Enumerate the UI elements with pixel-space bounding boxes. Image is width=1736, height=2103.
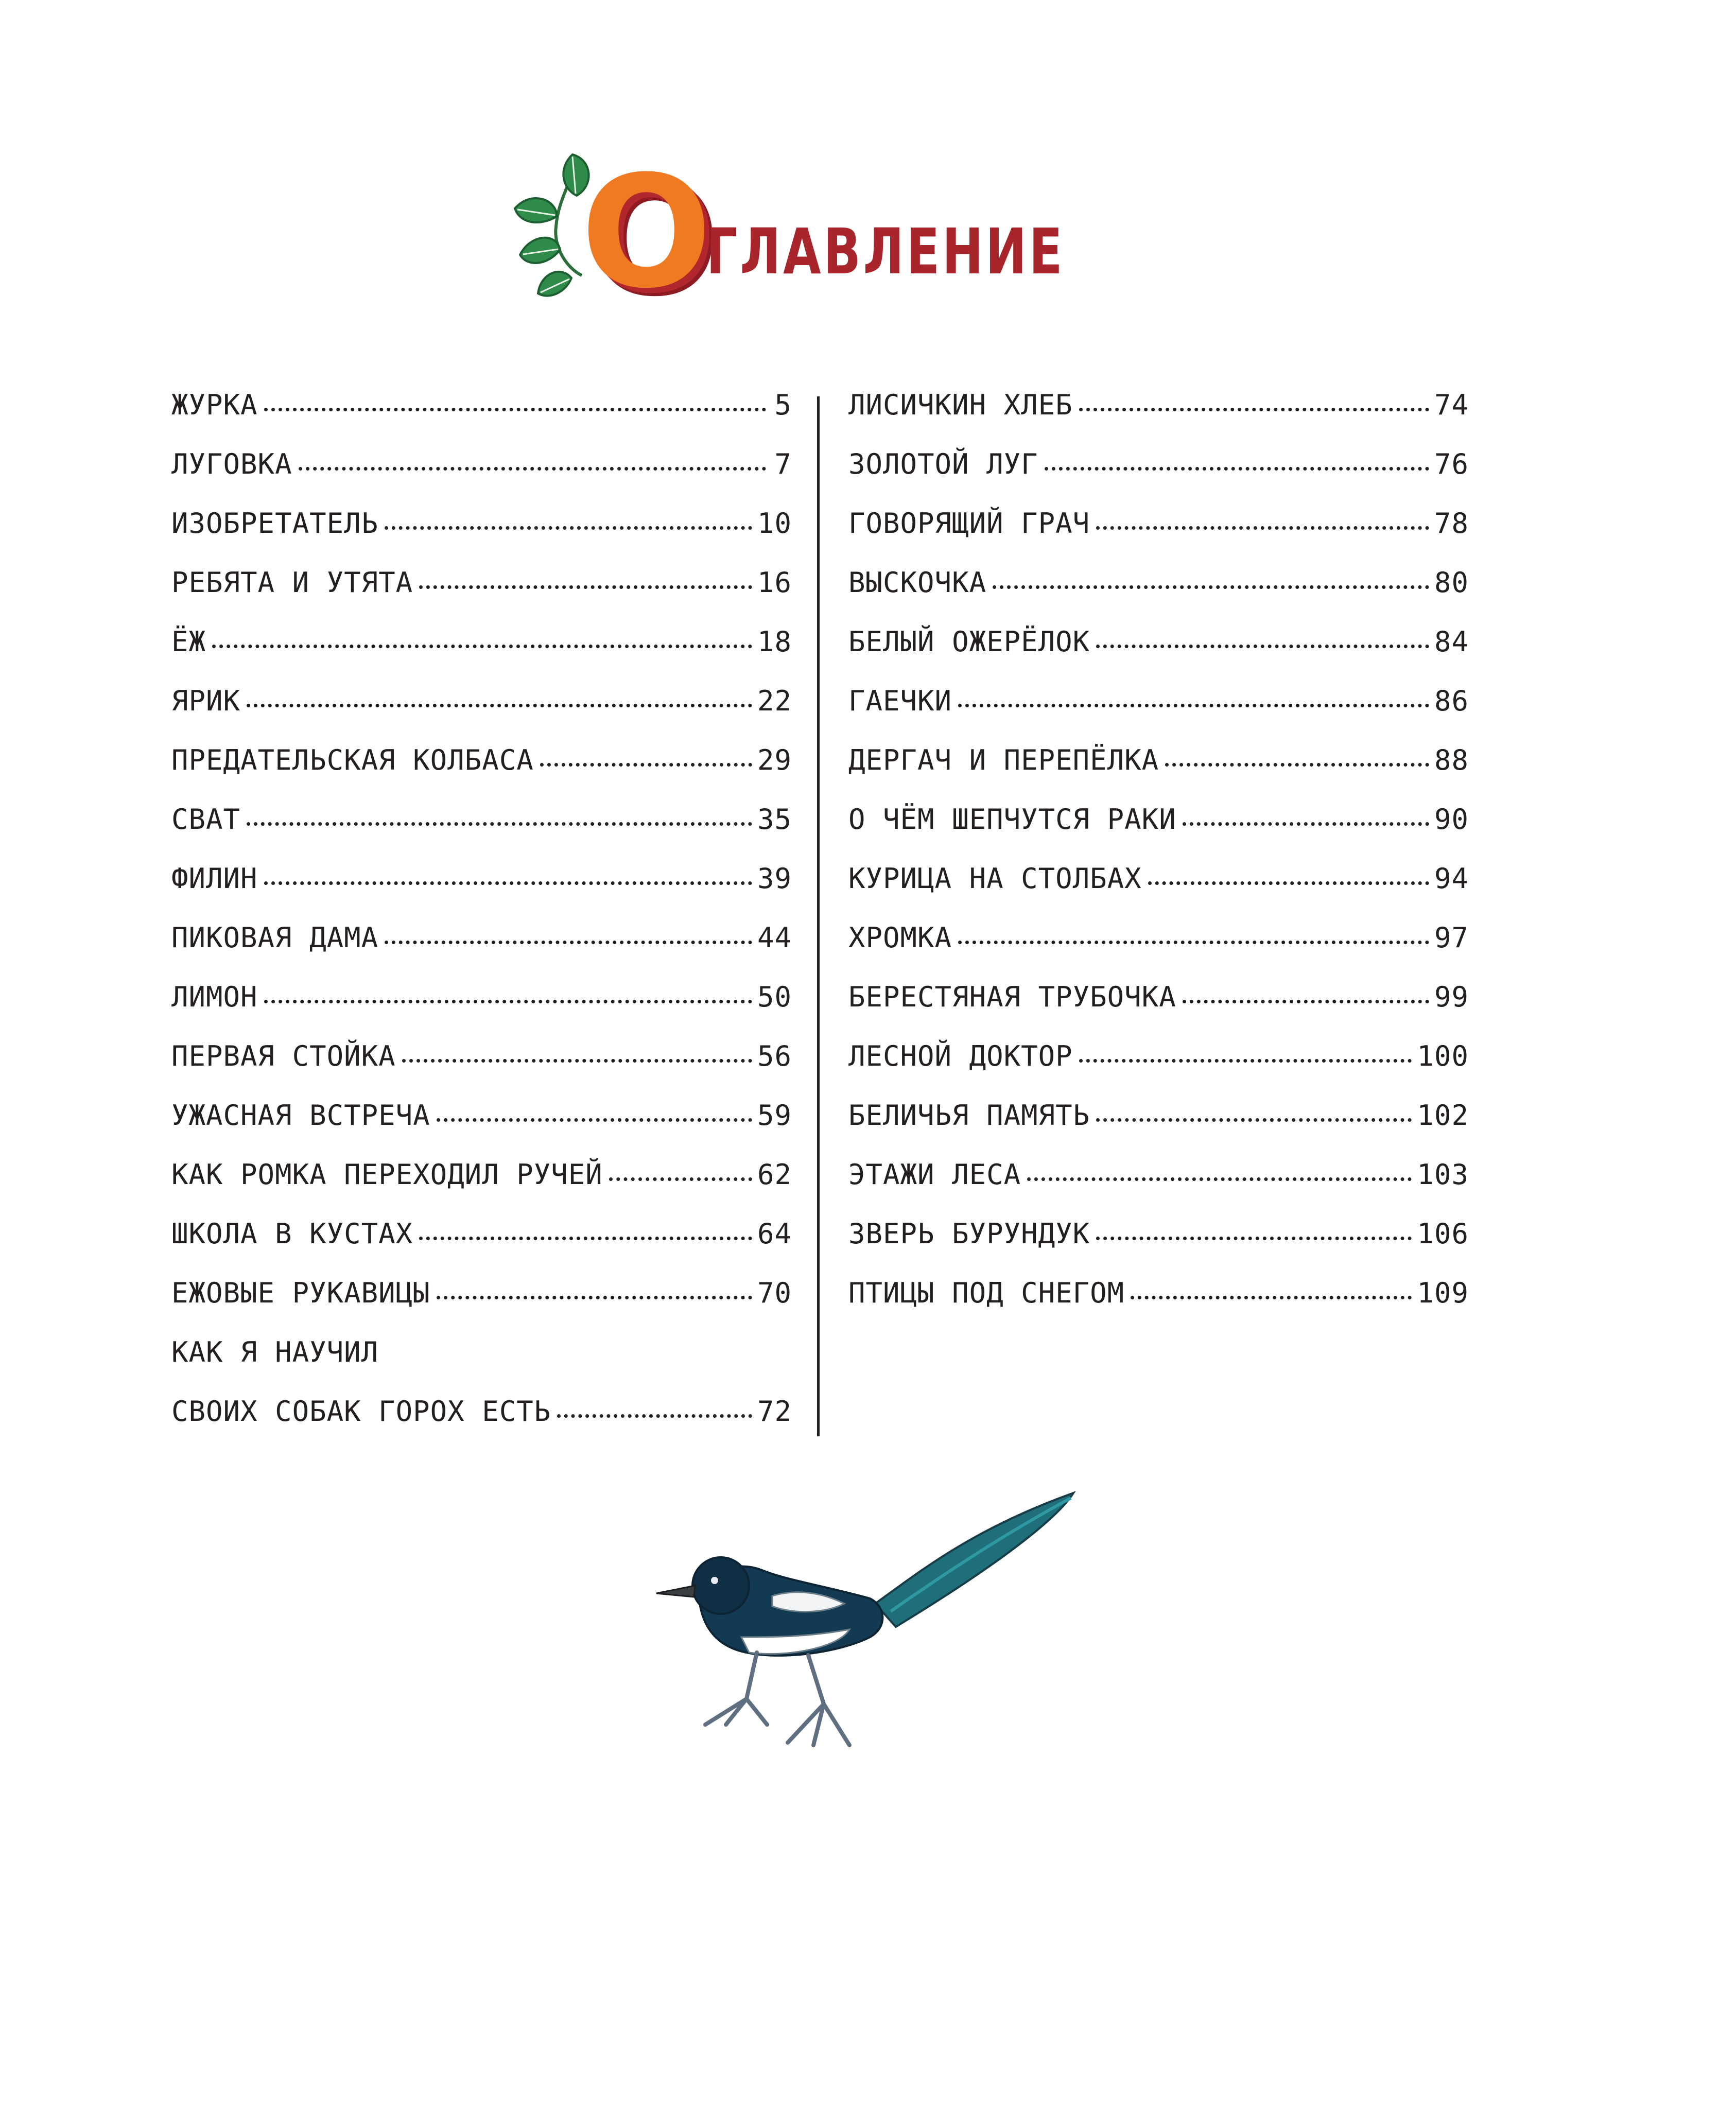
toc-dot-leader [958,704,1429,707]
toc-entry-title: ГОВОРЯЩИЙ ГРАЧ [848,507,1090,540]
toc-entry[interactable] [171,1042,792,1102]
toc-entry-title: ЕЖОВЫЕ РУКАВИЦЫ [171,1277,430,1309]
toc-entry-title: УЖАСНАЯ ВСТРЕЧА [171,1099,430,1132]
toc-entry-title: ЗВЕРЬ БУРУНДУК [848,1218,1090,1250]
toc-entry-title: ПТИЦЫ ПОД СНЕГОМ [848,1277,1125,1309]
toc-entry[interactable] [848,625,1469,687]
toc-column-right [848,391,1469,1339]
toc-entry-page-number: 99 [1434,981,1469,1013]
toc-entry-title: ВЫСКОЧКА [848,566,987,599]
toc-dot-leader [437,1118,752,1122]
toc-dot-leader [1096,526,1429,530]
toc-entry-page-number: 103 [1417,1158,1469,1191]
toc-entry[interactable] [848,803,1469,865]
toc-entry-title: СВОИХ СОБАК ГОРОХ ЕСТЬ [171,1395,551,1428]
toc-dot-leader [385,941,752,944]
toc-entry-page-number: 76 [1434,448,1469,480]
toc-dot-leader [1096,1118,1412,1122]
magpie-bird-icon [654,1483,1086,1771]
toc-entry[interactable] [171,625,792,687]
toc-entry-page-number: 5 [774,389,792,421]
toc-entry-page-number: 64 [757,1218,792,1250]
toc-entry-page-number: 56 [757,1040,792,1072]
toc-entry[interactable] [848,1099,1469,1161]
toc-entry[interactable] [171,1158,792,1220]
toc-entry-page-number: 94 [1434,862,1469,895]
toc-entry-page-number: 102 [1417,1099,1469,1132]
heading-initial: О [581,143,713,322]
toc-entry[interactable] [848,1220,1469,1279]
toc-dot-leader [264,1000,752,1003]
toc-dot-leader [540,763,752,767]
toc-dot-leader [609,1177,752,1181]
toc-dot-leader [1183,1000,1429,1003]
toc-entry-page-number: 72 [757,1395,792,1428]
toc-entry-page-number: 10 [757,507,792,540]
toc-dot-leader [1027,1177,1412,1181]
toc-entry-title: ПРЕДАТЕЛЬСКАЯ КОЛБАСА [171,744,534,776]
toc-dot-leader [402,1059,752,1063]
toc-entry-page-number: 86 [1434,685,1469,717]
toc-entry[interactable] [848,1158,1469,1220]
toc-entry-title: ПЕРВАЯ СТОЙКА [171,1040,396,1072]
toc-dot-leader [299,467,766,471]
toc-dot-leader [247,704,752,707]
toc-dot-leader [385,526,752,530]
toc-entry[interactable] [171,924,792,983]
toc-dot-leader [993,585,1429,589]
toc-entry[interactable] [848,391,1469,450]
toc-entry[interactable] [171,1099,792,1161]
toc-dot-leader [1165,763,1429,767]
toc-entry[interactable] [848,1279,1469,1339]
toc-dot-leader [1045,467,1429,471]
toc-entry-title: О ЧЁМ ШЕПЧУТСЯ РАКИ [848,803,1176,836]
toc-entry-page-number: 106 [1417,1218,1469,1250]
toc-entry-page-number: 80 [1434,566,1469,599]
toc-dot-leader [419,585,752,589]
toc-entry[interactable] [848,746,1469,806]
toc-entry-page-number: 39 [757,862,792,895]
toc-entry-page-number: 59 [757,1099,792,1132]
toc-entry-title: ЯРИК [171,685,241,717]
page-heading [505,143,1071,322]
toc-entry-title: ХРОМКА [848,922,952,954]
toc-entry-title: ЛЕСНОЙ ДОКТОР [848,1040,1073,1072]
toc-dot-leader [1131,1296,1412,1299]
toc-entry-title: ЭТАЖИ ЛЕСА [848,1158,1021,1191]
toc-entry-page-number: 70 [757,1277,792,1309]
toc-entry[interactable] [171,1279,792,1339]
toc-entry[interactable] [171,746,792,806]
toc-entry-page-number: 7 [774,448,792,480]
toc-dot-leader [1079,408,1429,411]
toc-dot-leader [1096,1237,1412,1240]
toc-dot-leader [557,1414,752,1418]
toc-entry[interactable] [848,924,1469,983]
toc-dot-leader [1148,881,1429,885]
toc-entry[interactable] [848,450,1469,510]
toc-entry[interactable] [171,803,792,865]
column-divider [817,396,820,1436]
toc-entry[interactable] [848,566,1469,628]
toc-entry[interactable] [171,507,792,569]
toc-entry-page-number: 78 [1434,507,1469,540]
toc-entry-page-number: 90 [1434,803,1469,836]
toc-entry-title: КАК Я НАУЧИЛ [171,1336,379,1368]
toc-entry[interactable] [171,391,792,450]
toc-entry-page-number: 84 [1434,625,1469,658]
toc-entry-title: ЛУГОВКА [171,448,292,480]
toc-entry-page-number: 109 [1417,1277,1469,1309]
toc-entry-page-number: 50 [757,981,792,1013]
toc-entry-title: ПИКОВАЯ ДАМА [171,922,379,954]
toc-entry-page-number: 88 [1434,744,1469,776]
toc-entry-page-number: 16 [757,566,792,599]
toc-entry[interactable] [171,687,792,746]
heading-text: ГЛАВЛЕНИЕ [706,215,1065,288]
toc-entry[interactable] [171,1336,792,1398]
toc-dot-leader [247,822,752,826]
toc-entry-title: ЗОЛОТОЙ ЛУГ [848,448,1038,480]
toc-entry[interactable] [848,983,1469,1042]
toc-entry-page-number: 35 [757,803,792,836]
toc-dot-leader [1079,1059,1412,1063]
toc-dot-leader [958,941,1429,944]
toc-entry-page-number: 100 [1417,1040,1469,1072]
toc-entry[interactable] [171,1220,792,1279]
toc-entry[interactable] [171,450,792,510]
toc-entry-title: ДЕРГАЧ И ПЕРЕПЁЛКА [848,744,1159,776]
toc-entry-title: КУРИЦА НА СТОЛБАХ [848,862,1142,895]
toc-entry[interactable] [848,507,1469,569]
toc-entry-title: ИЗОБРЕТАТЕЛЬ [171,507,379,540]
toc-column-left [171,391,792,1457]
toc-entry-title: ЛИСИЧКИН ХЛЕБ [848,389,1073,421]
toc-entry-title: ГАЕЧКИ [848,685,952,717]
toc-entry[interactable] [171,566,792,628]
toc-entry-page-number: 62 [757,1158,792,1191]
toc-entry-title: БЕЛЫЙ ОЖЕРЁЛОК [848,625,1090,658]
toc-entry[interactable] [848,1042,1469,1102]
toc-dot-leader [264,881,752,885]
toc-entry[interactable] [848,687,1469,746]
toc-entry-page-number: 29 [757,744,792,776]
toc-entry-title: БЕЛИЧЬЯ ПАМЯТЬ [848,1099,1090,1132]
toc-entry-title: СВАТ [171,803,241,836]
toc-dot-leader [419,1237,752,1240]
toc-entry-title: КАК РОМКА ПЕРЕХОДИЛ РУЧЕЙ [171,1158,603,1191]
toc-entry-title: ЛИМОН [171,981,258,1013]
toc-entry-page-number: 22 [757,685,792,717]
toc-entry-page-number: 97 [1434,922,1469,954]
toc-dot-leader [264,408,766,411]
toc-dot-leader [212,645,752,648]
toc-dot-leader [437,1296,752,1299]
toc-entry-title: ШКОЛА В КУСТАХ [171,1218,413,1250]
toc-entry-title: РЕБЯТА И УТЯТА [171,566,413,599]
toc-entry-page-number: 74 [1434,389,1469,421]
toc-dot-leader [1183,822,1429,826]
toc-entry[interactable] [848,862,1469,924]
toc-dot-leader [1096,645,1429,648]
toc-entry-title: БЕРЕСТЯНАЯ ТРУБОЧКА [848,981,1176,1013]
toc-entry-page-number: 44 [757,922,792,954]
toc-entry[interactable] [171,983,792,1042]
toc-entry-title: ЁЖ [171,625,206,658]
toc-entry-page-number: 18 [757,625,792,658]
toc-entry-title: ЖУРКА [171,389,258,421]
toc-entry[interactable] [171,862,792,924]
toc-entry-title: ФИЛИН [171,862,258,895]
toc-entry[interactable] [171,1395,792,1457]
